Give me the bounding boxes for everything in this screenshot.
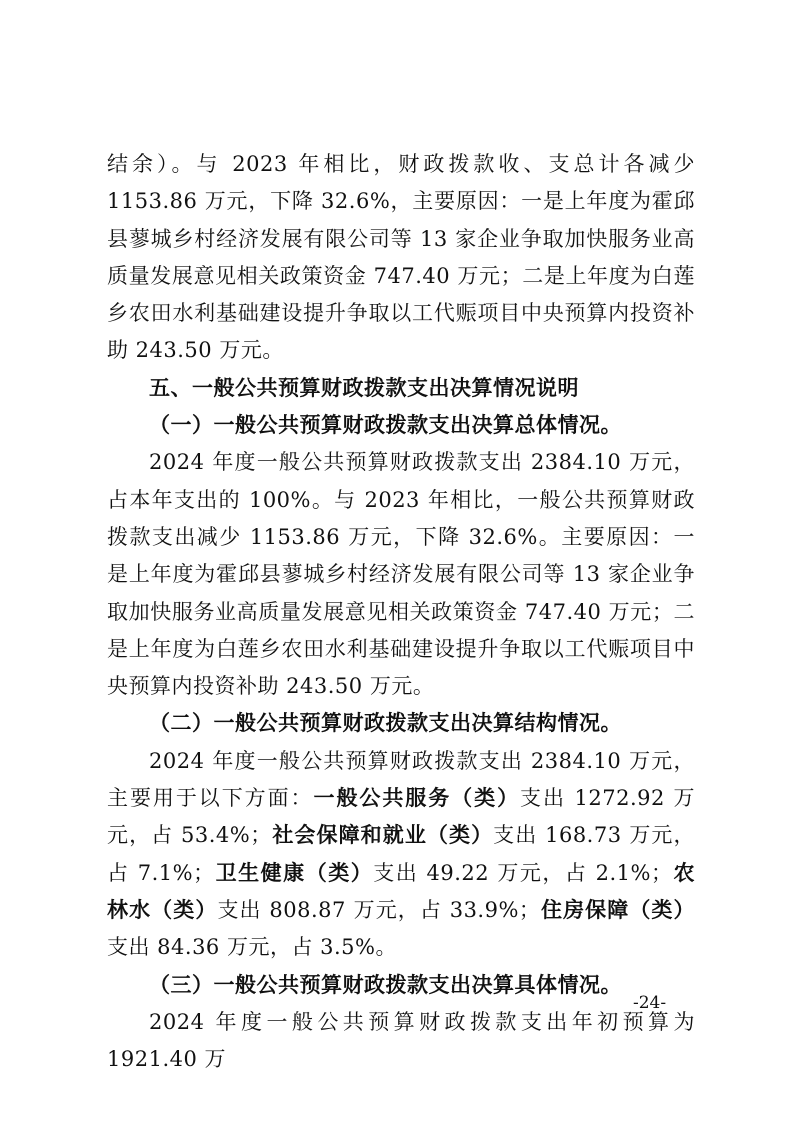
intro-paragraph: 结余）。与 2023 年相比，财政拨款收、支总计各减少 1153.86 万元，下降 32.6%，主要原因：一是上年度为霍邱县蓼城乡村经济发展有限公司等 13 家企业争取加快服务业高质量发展意见相关政策资金 747.40 万元；二是上年度为白莲乡农田水利基础建设提升争取以工代赈项目中央预算内投资补助 243.50 万元。 [107,152,695,363]
category-social-security: 社会保障和就业（类） [271,823,494,848]
structure-lead-text: 2024 年度一般公共预算财政拨款支出 2384.10 万元，主要用于以下方面： [107,748,695,811]
category-housing: 住房保障（类） [540,897,696,922]
subsection-2-paragraph [107,743,695,967]
category-health: 卫生健康（类） [214,860,374,885]
category-general-public-services: 一般公共服务（类） [313,786,521,811]
page-number: -24- [633,993,667,1013]
subsection-1-paragraph: 2024 年度一般公共预算财政拨款支出 2384.10 万元，占本年支出的 100%。与 2023 年相比，一般公共预算财政拨款支出减少 1153.86 万元，下降 32.6%。主要原因：一是上年度为霍邱县蓼城乡村经济发展有限公司等 13 家企业争取加快服务业高质量发展意见相关政策资金 747.40 万元；二是上年度为白莲乡农田水利基础建设提升争取以工代赈项目中央预算内投资补助 243.50 万元。 [107,450,695,699]
subsection-1-heading: （一）一般公共预算财政拨款支出决算总体情况。 [149,413,622,438]
subsection-2-heading: （二）一般公共预算财政拨款支出决算结构情况。 [149,711,622,736]
category-agriculture: 农林水（类） [107,860,696,922]
category-general-public-services-detail: 支出 1272.92 万元，占 53.4%； [107,786,696,848]
subsection-3-paragraph: 2024 年度一般公共预算财政拨款支出年初预算为 1921.40 万 [107,1009,695,1072]
category-social-security-detail: 支出 168.73 万元，占 7.1%； [107,823,696,885]
category-agriculture-detail: 支出 808.87 万元，占 33.9%； [217,897,541,922]
document-body [107,146,695,1078]
category-health-detail: 支出 49.22 万元，占 2.1%； [373,860,673,885]
category-housing-detail: 支出 84.36 万元，占 3.5%。 [107,935,397,960]
section-five-heading: 五、一般公共预算财政拨款支出决算情况说明 [149,375,579,400]
subsection-3-heading: （三）一般公共预算财政拨款支出决算具体情况。 [149,972,622,997]
